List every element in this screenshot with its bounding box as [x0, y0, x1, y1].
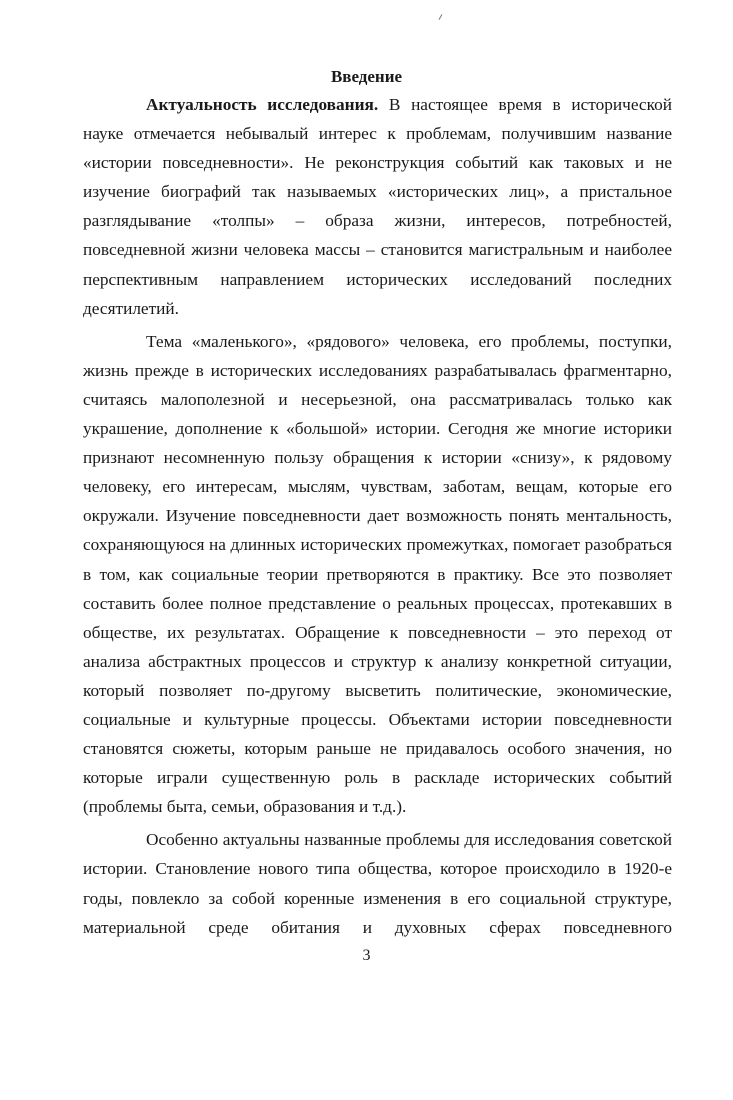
paragraph-3-text: Особенно актуальны названные проблемы для исследования советской истории. Становление нового типа общества, которое происходило в 1920-е годы, повлекло за собой коренные изменения в его социальной структуре, материальной среде обитания и духовных сферах повседневного	[83, 830, 672, 937]
paragraph-2-text: Тема «маленького», «рядового» человека, его проблемы, поступки, жизнь прежде в исторических исследованиях разрабатывалась фрагментарно, считаясь малополезной и несерьезной, она рассматривалась только как украшение, дополнение к «большой» истории. Сегодня же многие историки признают несомненную пользу обращения к истории «снизу», к рядовому человеку, его интересам, мыслям, чувствам, заботам, вещам, которые его окружали. Изучение повседневности дает возможность понять ментальность, сохраняющуюся на длинных исторических промежутках, помогает разобраться в том, как социальные теории претворяются в практику. Все это позволяет составить более полное представление о реальных процессах, протекавших в обществе, их результатах. Обращение к повседневности – это переход от анализа абстрактных процессов и структур к анализу конкретной ситуации, который позволяет по-другому высветить политические, экономические, социальные и культурные процессы. Объектами истории повседневности становятся сюжеты, которым раньше не придавалось особого значения, но которые играли существенную роль в раскладе исторических событий (проблемы быта, семьи, образования и т.д.).	[83, 331, 672, 817]
page-number: 3	[362, 947, 371, 964]
paragraph-1	[83, 90, 672, 323]
paragraph-3	[83, 825, 672, 941]
body-text	[83, 90, 672, 942]
section-heading: Введение	[330, 67, 403, 86]
paragraph-2	[83, 327, 672, 822]
scan-speck	[439, 14, 443, 20]
paragraph-1-lead: Актуальность исследования.	[146, 95, 379, 114]
paragraph-1-text: В настоящее время в исторической науке отмечается небывалый интерес к проблемам, получившим название «истории повседневности». Не реконструкция событий как таковых и не изучение биографий так называемых «исторических лиц», а пристальное разглядывание «толпы» – образа жизни, интересов, потребностей, повседневной жизни человека массы – становится магистральным и наиболее перспективным направлением исторических исследований последних десятилетий.	[83, 95, 672, 318]
